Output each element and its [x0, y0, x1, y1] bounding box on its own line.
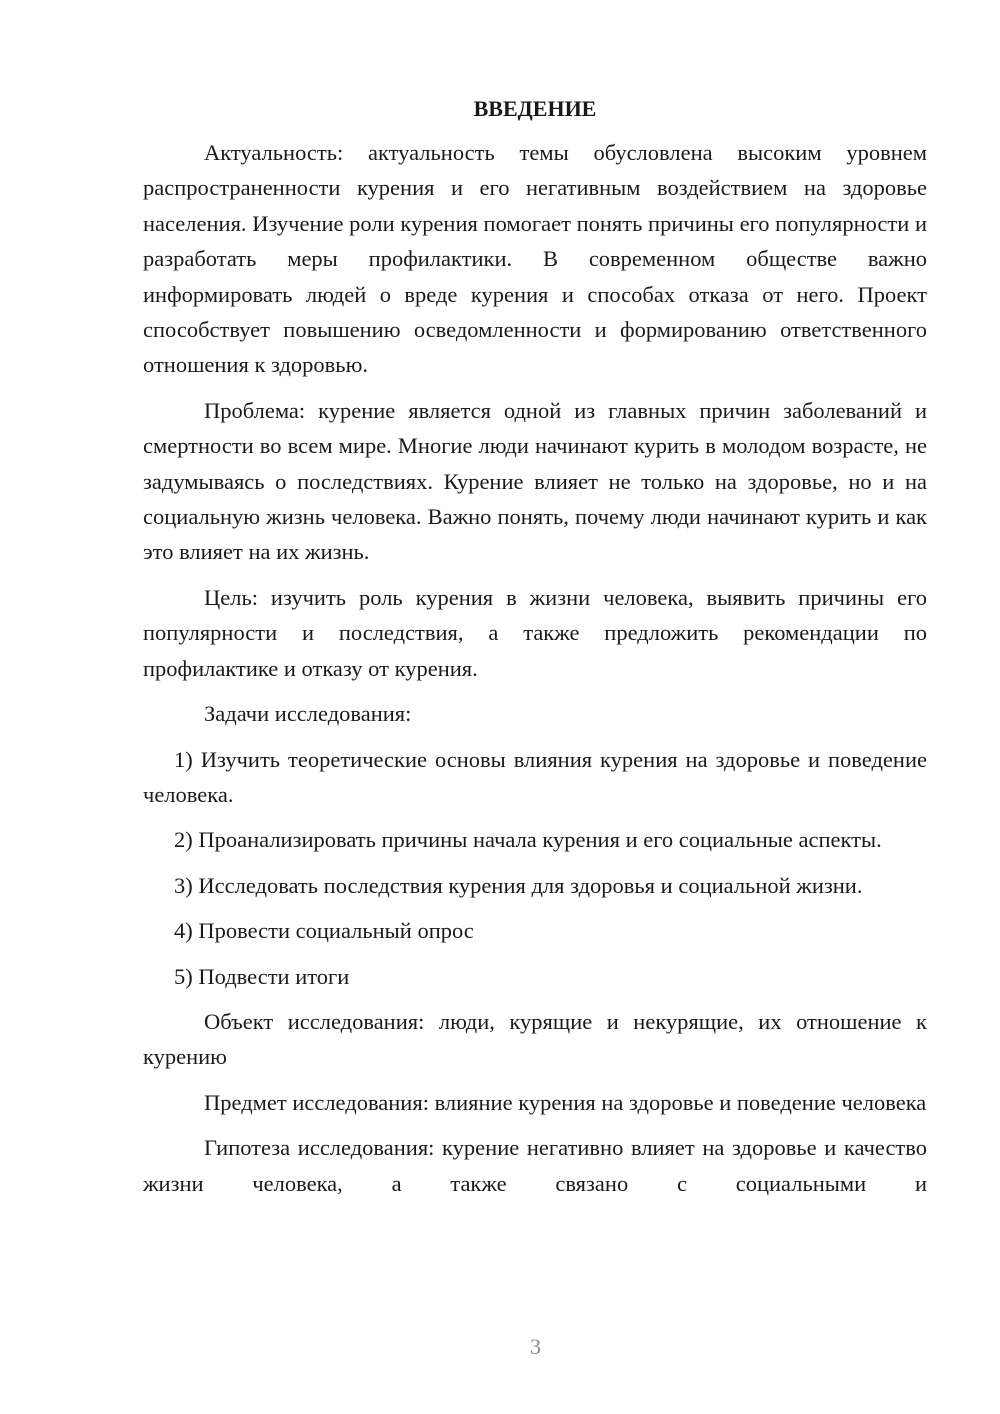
- page-number: 3: [530, 1334, 541, 1359]
- paragraph-problem: Проблема: курение является одной из главных причин заболеваний и смертности во всем мире. Многие люди начинают курить в молодом возрасте, не задумываясь о последствиях. Курение влияет не только на здоровье, но и на социальную жизнь человека. Важно понять, почему люди начинают курить и как это влияет на их жизнь.: [143, 397, 927, 565]
- task-item-1: 1) Изучить теоретические основы влияния курения на здоровье и поведение человека.: [143, 746, 927, 807]
- task-item-4: 4) Провести социальный опрос: [174, 918, 474, 944]
- task-item-2: 2) Проанализировать причины начала курения и его социальные аспекты.: [174, 827, 882, 853]
- page-title: ВВЕДЕНИЕ: [473, 96, 597, 121]
- tasks-heading: Задачи исследования:: [204, 701, 412, 727]
- paragraph-relevance: Актуальность: актуальность темы обусловлена высоким уровнем распространенности курения и его негативным воздействием на здоровье населения. Изучение роли курения помогает понять причины его популярности и разработать меры профилактики. В современном обществе важно информировать людей о вреде курения и способах отказа от него. Проект способствует повышению осведомленности и формированию ответственного отношения к здоровью.: [143, 140, 927, 378]
- task-item-5: 5) Подвести итоги: [174, 963, 350, 989]
- paragraph-object: Объект исследования: люди, курящие и некурящие, их отношение к курению: [143, 1008, 927, 1070]
- paragraph-subject: Предмет исследования: влияние курения на здоровье и поведение человека: [204, 1089, 927, 1115]
- paragraph-goal: Цель: изучить роль курения в жизни человека, выявить причины его популярности и последствия, а также предложить рекомендации по профилактике и отказу от курения.: [143, 584, 927, 681]
- page-content: [143, 94, 927, 1211]
- task-item-3: 3) Исследовать последствия курения для здоровья и социальной жизни.: [174, 872, 863, 898]
- paragraph-hypothesis: Гипотеза исследования: курение негативно влияет на здоровье и качество жизни человека, а также связано с социальными и: [143, 1135, 927, 1196]
